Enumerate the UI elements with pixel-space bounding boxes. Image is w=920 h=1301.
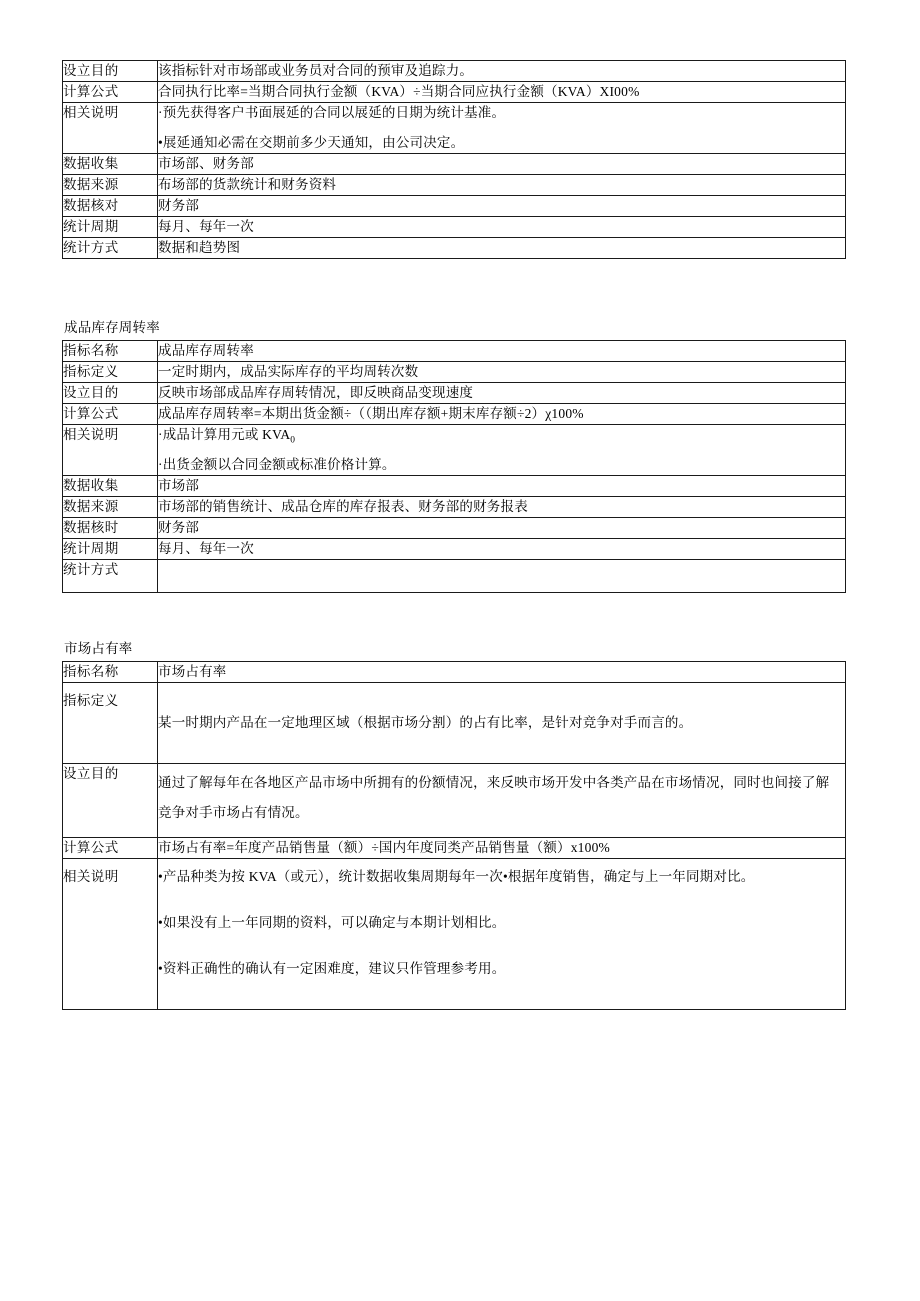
- value-line: 布场部的货款统计和财务资料: [158, 177, 337, 192]
- value-line: •展延通知必需在交期前多少天通知，由公司决定。: [158, 135, 465, 150]
- value-line: 财务部: [158, 520, 200, 535]
- row-label-purpose: 设立目的: [63, 383, 158, 404]
- value-line: 该指标针对市场部或业务员对合同的预审及追踪力。: [158, 63, 474, 78]
- section-heading-market-share: 市场占有率: [64, 641, 133, 656]
- value-line: ·预先获得客户书面展延的合同以展延的日期为统计基准。: [158, 105, 506, 120]
- row-label-indicator-name: 指标名称: [63, 662, 158, 683]
- row-label-notes: 相关说明: [63, 103, 158, 154]
- value-line: 成品库存周转率=本期出货金额÷（（期出库存额+期末库存额÷2）χ100%: [158, 406, 584, 421]
- table-row: [63, 103, 846, 154]
- contract-execution-ratio-table: [62, 60, 846, 259]
- row-value-statistics-cycle: [158, 217, 846, 238]
- row-label-data-source: 数据来源: [63, 175, 158, 196]
- row-value-notes: [158, 859, 846, 1010]
- row-label-notes: 相关说明: [63, 425, 158, 476]
- table-row: [63, 175, 846, 196]
- value-line: 财务部: [158, 198, 200, 213]
- table-row: [63, 61, 846, 82]
- row-label-formula: 计算公式: [63, 404, 158, 425]
- row-label-indicator-definition: 指标定义: [63, 683, 158, 764]
- row-label-data-verification: 数据核时: [63, 518, 158, 539]
- table-row: [63, 341, 846, 362]
- row-label-statistics-method: 统计方式: [63, 238, 158, 259]
- table-row: [63, 683, 846, 764]
- row-value-indicator-name: [158, 341, 846, 362]
- row-value-purpose: [158, 764, 846, 838]
- table-row: [63, 383, 846, 404]
- row-value-indicator-definition: [158, 362, 846, 383]
- table-row: [63, 217, 846, 238]
- value-line: ·成品计算用元或 $KVA_0$: [158, 427, 296, 446]
- value-line: 每月、每年一次: [158, 219, 254, 234]
- row-label-purpose: 设立目的: [63, 764, 158, 838]
- value-line: •产品种类为按 KVA（或元），统计数据收集周期每年一次•根据年度销售，确定与上一年同期对比。: [158, 869, 755, 884]
- table-row: [63, 539, 846, 560]
- table-row: [63, 425, 846, 476]
- value-line: •如果没有上一年同期的资料，可以确定与本期计划相比。: [158, 915, 506, 930]
- row-value-data-collection: [158, 476, 846, 497]
- value-line: 市场占有率: [158, 664, 227, 679]
- row-value-statistics-method: [158, 560, 846, 593]
- table-row: [63, 404, 846, 425]
- row-label-formula: 计算公式: [63, 838, 158, 859]
- row-label-data-verification: 数据核对: [63, 196, 158, 217]
- value-line: 数据和趋势图: [158, 240, 241, 255]
- document-body: [62, 60, 846, 1010]
- row-value-data-source: [158, 175, 846, 196]
- row-value-notes: [158, 103, 846, 154]
- value-line: •资料正确性的确认有一定困难度，建议只作管理参考用。: [158, 961, 506, 976]
- row-label-data-source: 数据来源: [63, 497, 158, 518]
- table-row: [63, 82, 846, 103]
- table-row: [63, 154, 846, 175]
- row-value-indicator-name: [158, 662, 846, 683]
- row-label-indicator-definition: 指标定义: [63, 362, 158, 383]
- value-line: 某一时期内产品在一定地理区域（根据市场分割）的占有比率，是针对竞争对手而言的。: [158, 715, 693, 730]
- table-spacer: [62, 593, 846, 640]
- row-label-formula: 计算公式: [63, 82, 158, 103]
- row-value-formula: [158, 82, 846, 103]
- value-line: 每月、每年一次: [158, 541, 254, 556]
- value-line: ·出货金额以合同金额或标准价格计算。: [158, 457, 396, 472]
- row-value-data-collection: [158, 154, 846, 175]
- row-value-formula: [158, 838, 846, 859]
- market-share-table: [62, 661, 846, 1010]
- row-label-statistics-cycle: 统计周期: [63, 217, 158, 238]
- row-label-notes: 相关说明: [63, 859, 158, 1010]
- value-line: 一定时期内，成品实际库存的平均周转次数: [158, 364, 419, 379]
- table-row: [63, 238, 846, 259]
- table-row: [63, 859, 846, 1010]
- row-value-purpose: [158, 61, 846, 82]
- row-label-statistics-cycle: 统计周期: [63, 539, 158, 560]
- row-value-notes: [158, 425, 846, 476]
- table-row: [63, 362, 846, 383]
- table-row: [63, 560, 846, 593]
- table-spacer: [62, 259, 846, 319]
- value-line: 竞争对手市场占有情况。: [158, 805, 309, 820]
- value-line: 市场部的销售统计、成品仓库的库存报表、财务部的财务报表: [158, 499, 528, 514]
- row-label-purpose: 设立目的: [63, 61, 158, 82]
- value-line: 成品库存周转率: [158, 343, 254, 358]
- value-line: 合同执行比率=当期合同执行金额（KVA）÷当期合同应执行金额（KVA）XI00%: [158, 84, 640, 99]
- row-value-indicator-definition: [158, 683, 846, 764]
- table-row: [63, 196, 846, 217]
- row-value-statistics-method: [158, 238, 846, 259]
- row-label-indicator-name: 指标名称: [63, 341, 158, 362]
- value-line: 市场部、财务部: [158, 156, 254, 171]
- row-value-statistics-cycle: [158, 539, 846, 560]
- table-row: [63, 518, 846, 539]
- value-line: 市场部: [158, 478, 200, 493]
- value-line: 反映市场部成品库存周转情况，即反映商品变现速度: [158, 385, 474, 400]
- row-label-data-collection: 数据收集: [63, 154, 158, 175]
- table-row: [63, 497, 846, 518]
- table-row: [63, 838, 846, 859]
- row-value-purpose: [158, 383, 846, 404]
- row-value-data-source: [158, 497, 846, 518]
- row-value-data-verification: [158, 518, 846, 539]
- row-value-formula: [158, 404, 846, 425]
- value-line: 通过了解每年在各地区产品市场中所拥有的份额情况，来反映市场开发中各类产品在市场情况，同时也间接了解: [158, 775, 830, 790]
- table-row: [63, 764, 846, 838]
- section-heading-inventory-turnover: 成品库存周转率: [64, 320, 160, 335]
- finished-goods-inventory-turnover-table: [62, 340, 846, 593]
- row-value-data-verification: [158, 196, 846, 217]
- row-label-statistics-method: 统计方式: [63, 560, 158, 593]
- value-line: 市场占有率=年度产品销售量（额）÷国内年度同类产品销售量（额）x100%: [158, 840, 610, 855]
- table-row: [63, 662, 846, 683]
- table-row: [63, 476, 846, 497]
- row-label-data-collection: 数据收集: [63, 476, 158, 497]
